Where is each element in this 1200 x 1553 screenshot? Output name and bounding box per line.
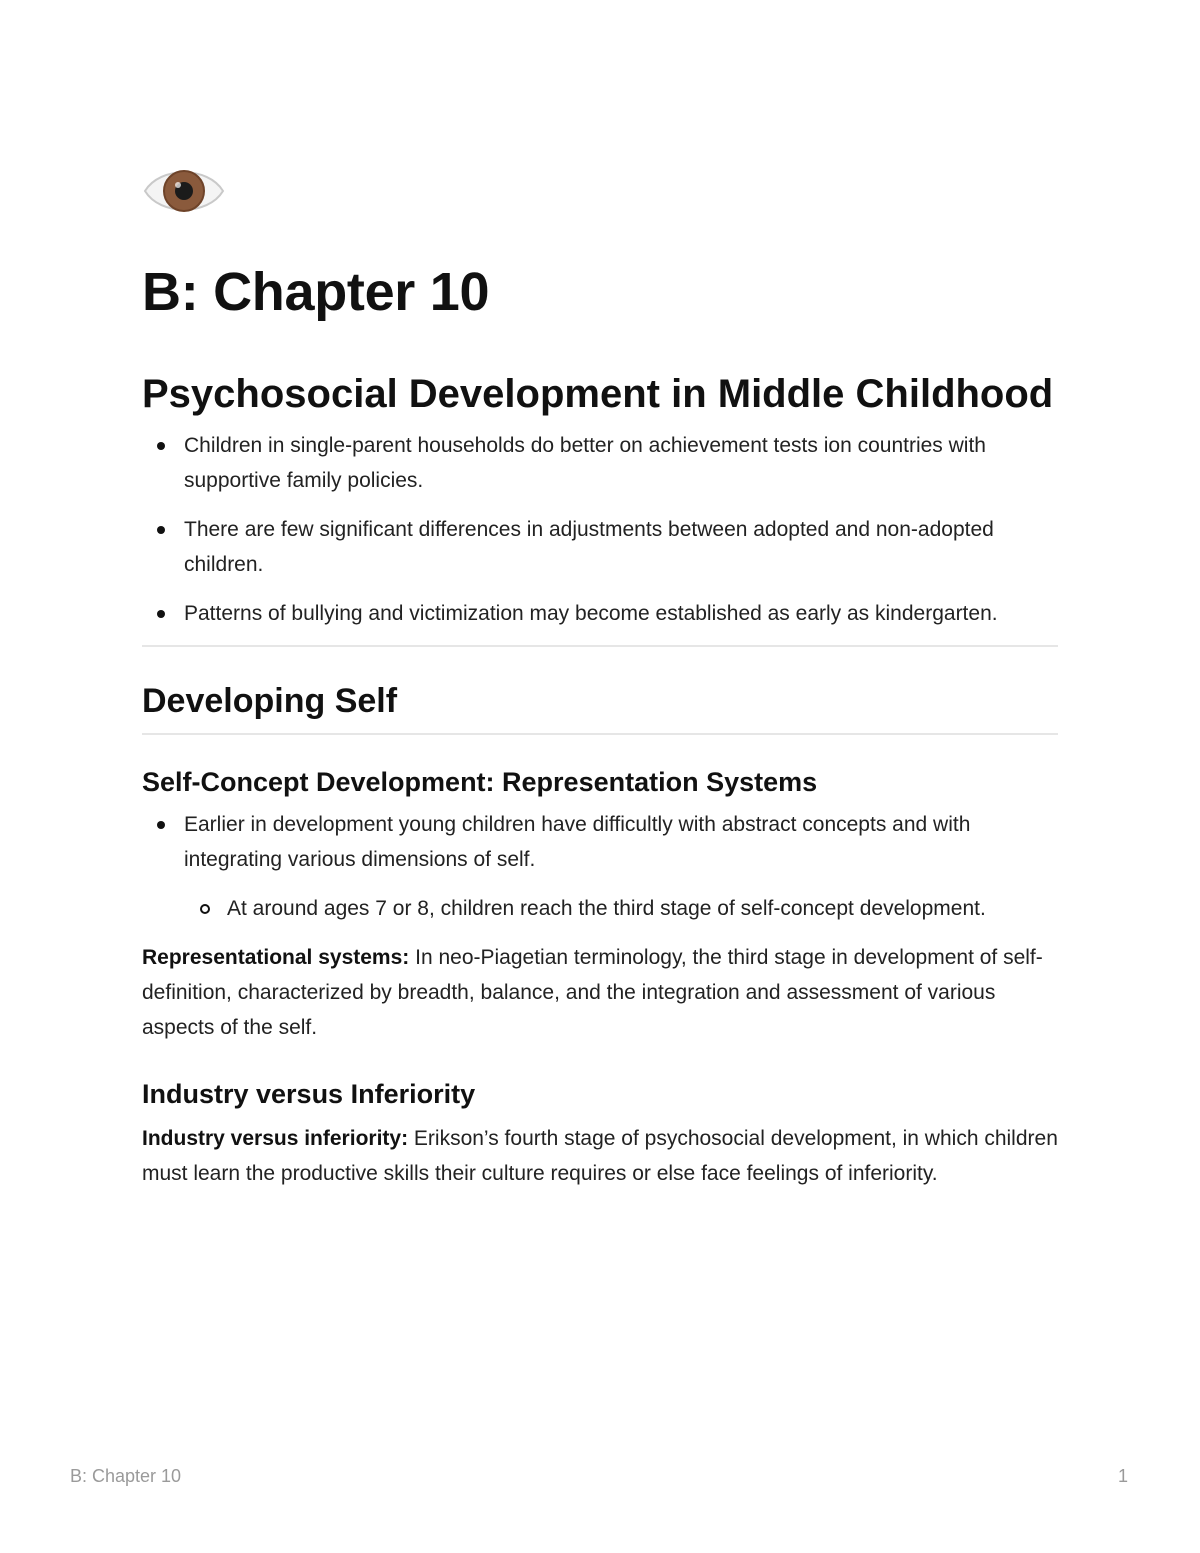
list-item-text: Children in single-parent households do better on achievement tests ion countries with supportive family policies. <box>184 434 986 492</box>
list-item <box>142 428 1058 498</box>
list-item <box>142 807 1058 926</box>
footer-title: B: Chapter 10 <box>70 1466 182 1486</box>
section-heading-psychosocial: Psychosocial Development in Middle Childhood <box>142 372 1054 416</box>
section-heading-developing-self: Developing Self <box>142 682 398 720</box>
definition-term: Representational systems: <box>142 946 410 969</box>
divider <box>142 733 1058 735</box>
definition-term: Industry versus inferiority: <box>142 1127 409 1150</box>
page-number: 1 <box>1117 1466 1128 1486</box>
definition-industry-inferiority <box>142 1121 1058 1191</box>
sub-bullet-list <box>184 891 1058 926</box>
bullet-dot <box>157 821 165 829</box>
bullet-list <box>142 807 1058 926</box>
definition-text: In neo-Piagetian terminology, the third stage in development of self-definition, characterized by breadth, balance, and the integration and assessment of various aspects of the self. <box>142 946 1043 1039</box>
list-item-text: Earlier in development young children have difficultly with abstract concepts and with integrating various dimensions of self. <box>184 813 971 871</box>
bullet-dot <box>157 442 165 450</box>
bullet-list <box>142 428 1058 631</box>
sub-list-item <box>184 891 1058 926</box>
list-item-text: Patterns of bullying and victimization may become established as early as kindergarten. <box>184 602 998 625</box>
list-item <box>142 512 1058 582</box>
hollow-bullet-dot <box>200 904 210 914</box>
divider <box>142 645 1058 647</box>
subheading-industry: Industry versus Inferiority <box>142 1079 476 1109</box>
bullet-dot <box>157 526 165 534</box>
list-item <box>142 596 1058 631</box>
page-content <box>142 158 1058 1191</box>
definition-representational-systems <box>142 940 1058 1045</box>
definition-text: Erikson’s fourth stage of psychosocial development, in which children must learn the productive skills their culture requires or else face feelings of inferiority. <box>142 1127 1058 1185</box>
bullet-dot <box>157 610 165 618</box>
page-title: B: Chapter 10 <box>142 262 490 322</box>
eye-icon <box>142 158 226 224</box>
list-item-text: There are few significant differences in adjustments between adopted and non-adopted children. <box>184 518 994 576</box>
sub-list-item-text: At around ages 7 or 8, children reach the third stage of self-concept development. <box>227 897 986 920</box>
subheading-self-concept: Self-Concept Development: Representation Systems <box>142 767 818 797</box>
